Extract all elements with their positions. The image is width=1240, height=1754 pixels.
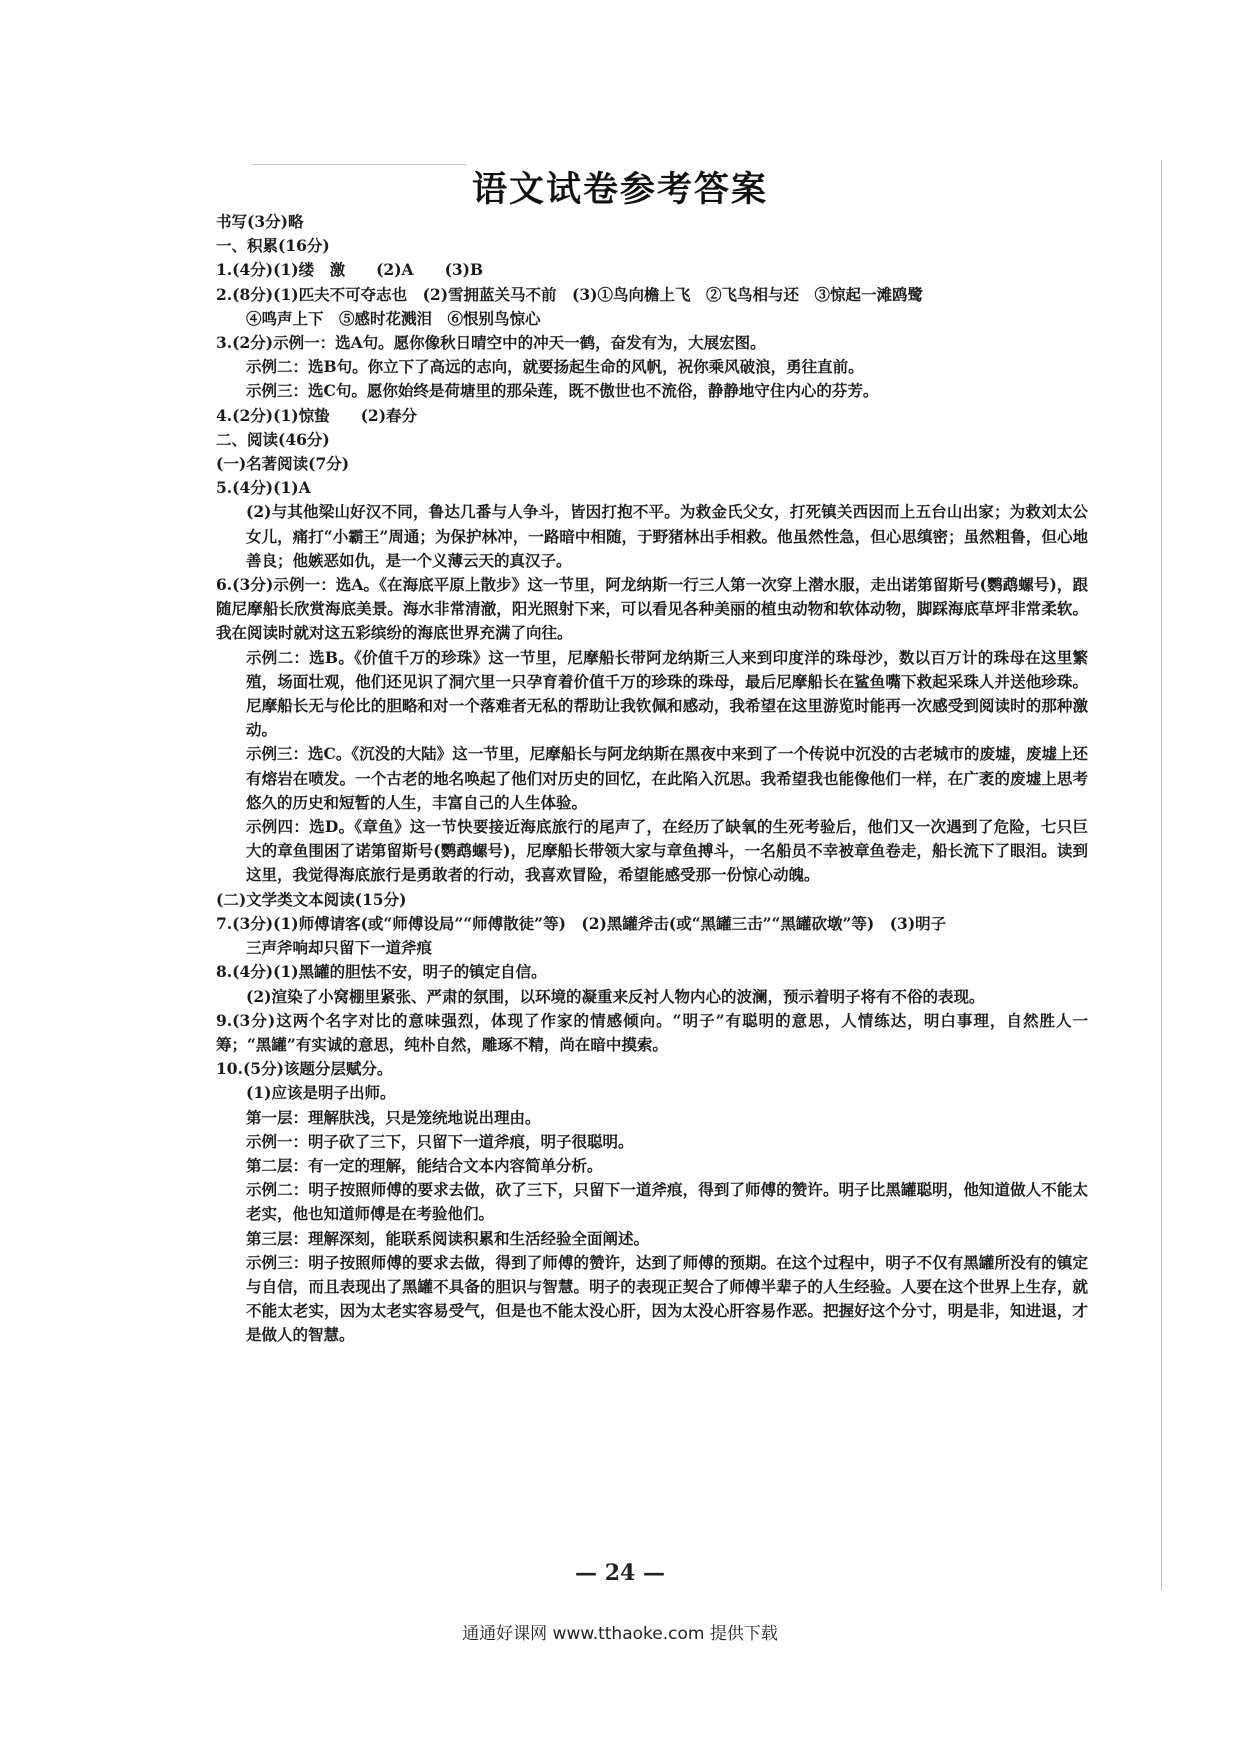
answer-q5-part2: (2)与其他梁山好汉不同，鲁达几番与人争斗，皆因打抱不平。为救金氏父女，打死镇关西因而上五台山出家；为救刘太公女儿，痛打“小霸王”周通；为保护林冲，一路暗中相随，于野猪林出手相救。他虽然性急，但心思缜密；虽然粗鲁，但心地善良；他嫉恶如仇，是一个义薄云天的真汉子。 [246,502,1088,570]
answer-q8: 8.(4分)(1)黑罐的胆怯不安，明子的镇定自信。 [216,962,547,982]
answer-q6-example1: 6.(3分)示例一：选A。《在海底平原上散步》这一节里，阿龙纳斯一行三人第一次穿上潜水服，走出诺第留斯号(鹦鹉螺号)，跟随尼摩船长欣赏海底美景。海水非常清澈，阳光照射下来，可以看见各种美丽的植虫动物和软体动物，脚踩海底草坪非常柔软。我在阅读时就对这五彩缤纷的海底世界充满了向往。 [216,575,1088,643]
subsection-header-literary: (二)文学类文本阅读(15分) [216,889,407,909]
section-header-accumulation: 一、积累(16分) [216,236,330,256]
answer-q7-cont: 三声斧响却只留下一道斧痕 [246,938,433,958]
answer-q2-cont: ④鸣声上下 ⑤感时花溅泪 ⑥恨别鸟惊心 [246,308,541,328]
answer-q6-example4: 示例四：选D。《章鱼》这一节快要接近海底旅行的尾声了，在经历了缺氧的生死考验后，他们又一次遇到了危险，七只巨大的章鱼围困了诺第留斯号(鹦鹉螺号)，尼摩船长带领大家与章鱼搏斗，一名船员不幸被章鱼卷走，船长流下了眼泪。读到这里，我觉得海底旅行是勇敢者的行动，我喜欢冒险，希望能感受那一份惊心动魄。 [246,817,1088,885]
level1-label: 第一层：理解肤浅，只是笼统地说出理由。 [246,1107,541,1127]
section-header-reading: 二、阅读(46分) [216,429,330,449]
answer-q5: 5.(4分)(1)A [216,478,311,498]
answer-q2: 2.(8分)(1)匹夫不可夺志也 (2)雪拥蓝关马不前 (3)①鸟向檐上飞 ②飞鸟相与还 ③惊起一滩鸥鹭 [216,284,923,304]
answer-q6-example2: 示例二：选B。《价值千万的珍珠》这一节里，尼摩船长带阿龙纳斯三人来到印度洋的珠母沙，数以百万计的珠母在这里繁殖，场面壮观，他们还见识了洞穴里一只孕育着价值千万的珍珠的珠母，最后尼摩船长在鲨鱼嘴下救起采珠人并送他珍珠。尼摩船长无与伦比的胆略和对一个落难者无私的帮助让我钦佩和感动，我希望在这里游览时能再一次感受到阅读时的那种激动。 [246,647,1088,740]
level2-example: 示例二：明子按照师傅的要求去做，砍了三下，只留下一道斧痕，得到了师傅的赞许。明子比黑罐聪明，他知道做人不能太老实，他也知道师傅是在考验他们。 [246,1180,1088,1224]
answer-q6-example3: 示例三：选C。《沉没的大陆》这一节里，尼摩船长与阿龙纳斯在黑夜中来到了一个传说中沉没的古老城市的废墟，废墟上还有熔岩在喷发。一个古老的地名唤起了他们对历史的回忆，在此陷入沉思。我希望我也能像他们一样，在广袤的废墟上思考悠久的历史和短暂的人生，丰富自己的人生体验。 [246,744,1088,812]
footer-credit: 通通好课网 www.tthaoke.com 提供下载 [462,1624,778,1644]
answer-q7: 7.(3分)(1)师傅请客(或“师傅设局”“师傅散徒”等) (2)黑罐斧击(或“黑罐三击”“黑罐砍墩”等) (3)明子 [216,913,947,933]
answer-q1: 1.(4分)(1)缕 激 (2)A (3)B [216,260,484,280]
answer-q9: 9.(3分)这两个名字对比的意味强烈，体现了作家的情感倾向。“明子”有聪明的意思，人情练达，明白事理，自然胜人一筹；“黑罐”有实诚的意思，纯朴自然，雕琢不精，尚在暗中摸索。 [216,1010,1088,1054]
level1-example: 示例一：明子砍了三下，只留下一道斧痕，明子很聪明。 [246,1131,634,1151]
page-number: — 24 — [575,1560,665,1586]
level2-label: 第二层：有一定的理解，能结合文本内容简单分析。 [246,1155,603,1175]
answer-q3-example3: 示例三：选C句。愿你始终是荷塘里的那朵莲，既不傲世也不流俗，静静地守住内心的芬芳。 [246,381,879,401]
answer-q10: 10.(5分)该题分层赋分。 [216,1059,393,1079]
level3-label: 第三层：理解深刻，能联系阅读积累和生活经验全面阐述。 [246,1228,650,1248]
answer-q3-example2: 示例二：选B句。你立下了高远的志向，就要扬起生命的风帆，祝你乘风破浪，勇往直前。 [246,357,864,377]
answer-q3-example1: 3.(2分)示例一：选A句。愿你像秋日晴空中的冲天一鹤，奋发有为，大展宏图。 [216,333,766,353]
answer-q4: 4.(2分)(1)惊蛰 (2)春分 [216,405,418,425]
subsection-header-classics: (一)名著阅读(7分) [216,454,350,474]
writing-line: 书写(3分)略 [216,212,304,231]
level3-example: 示例三：明子按照师傅的要求去做，得到了师傅的赞许，达到了师傅的预期。在这个过程中，明子不仅有黑罐所没有的镇定与自信，而且表现出了黑罐不具备的胆识与智慧。明子的表现正契合了师傅半辈子的人生经验。人要在这个世界上生存，就不能太老实，因为太老实容易受气，但是也不能太没心肝，因为太没心肝容易作恶。把握好这个分寸，明是非，知进退，才是做人的智慧。 [246,1252,1088,1345]
answer-q8-part2: (2)渲染了小窝棚里紧张、严肃的氛围，以环境的凝重来反衬人物内心的波澜，预示着明子将有不俗的表现。 [246,986,985,1006]
page-title: 语文试卷参考答案 [471,169,768,210]
answer-q10-part1: (1)应该是明子出师。 [246,1083,396,1103]
right-margin-rule [1161,160,1162,1590]
answer-content [216,210,1088,1348]
